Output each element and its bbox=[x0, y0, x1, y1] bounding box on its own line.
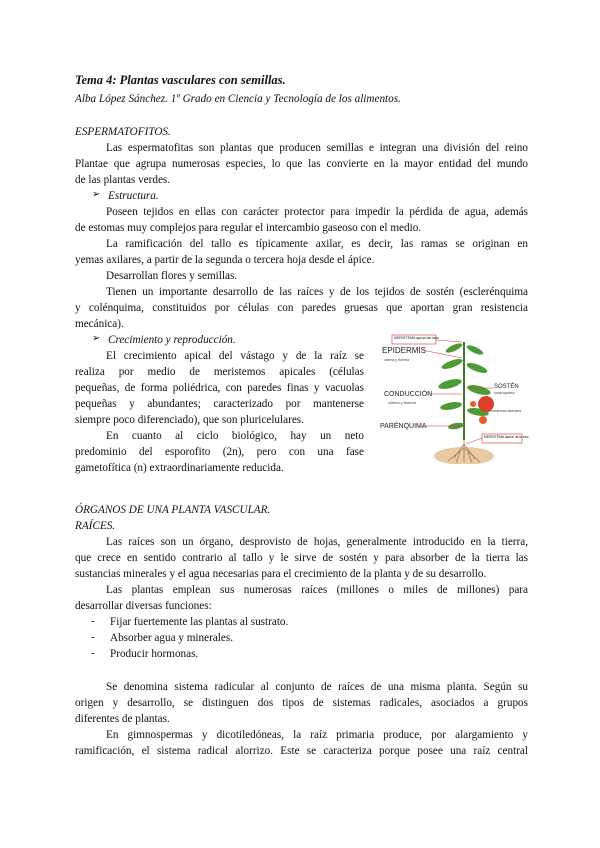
paragraph-line: Poseen tejidos en ellas con carácter protector para impedir la pérdida de agua, además bbox=[106, 206, 528, 218]
subheading-estructura: Estructura. bbox=[108, 190, 159, 202]
paragraph-line: ramificación, el sistema radical alorrizo. Este se caracteriza porque posee una raíz central bbox=[75, 745, 528, 757]
paragraph-line: mecánica). bbox=[75, 318, 124, 330]
list-dash: - bbox=[91, 615, 95, 627]
paragraph-line: pequeñas y abundantes; caracterizado por mantenerse bbox=[75, 398, 364, 410]
paragraph-line: origen y desarrollo, se distinguen dos tipos de sistemas radicales, asociados a grupos bbox=[75, 697, 528, 709]
paragraph-line: y colénquima, constituidos por células con paredes gruesas que aportan gran resistencia bbox=[75, 302, 528, 314]
paragraph-line: Plantae que agrupa numerosas especies, lo que las convierte en la mayor entidad del mundo bbox=[75, 158, 528, 170]
paragraph-line: En cuanto al ciclo biológico, hay un neto bbox=[106, 430, 364, 442]
paragraph-line: diferentes de plantas. bbox=[75, 713, 170, 725]
paragraph-line: predominio del esporofito (2n), pero con una fase bbox=[75, 446, 364, 458]
figure-label: colénquima bbox=[494, 390, 515, 395]
paragraph-line: La ramificación del tallo es típicamente axilar, es decir, las ramas se originan en bbox=[106, 238, 528, 250]
paragraph-line: siempre poco diferenciado), que son pluricelulares. bbox=[75, 414, 304, 426]
figure-label: PARÉNQUIMA bbox=[380, 423, 427, 430]
paragraph-line: de estomas muy complejos para regular el intercambio gaseoso con el medio. bbox=[75, 222, 422, 234]
list-dash: - bbox=[91, 631, 95, 643]
figure-label: CONDUCCIÓN bbox=[384, 391, 433, 398]
arrow-bullet-icon: ➢ bbox=[92, 333, 101, 344]
subheading-raices: RAÍCES. bbox=[75, 520, 116, 532]
figure-label: SOSTÉN bbox=[494, 384, 519, 390]
figure-label: MERISTEMA apical de la raíz bbox=[484, 435, 529, 439]
paragraph-line: En gimnospermas y dicotiledóneas, la raíz primaria produce, por alargamiento y bbox=[106, 729, 528, 741]
paragraph-line: realiza por medio de meristemos apicales (células bbox=[75, 366, 364, 378]
paragraph-line: de las plantas verdes. bbox=[75, 174, 171, 186]
section-heading-organos: ÓRGANOS DE UNA PLANTA VASCULAR. bbox=[75, 504, 271, 516]
list-dash: - bbox=[91, 647, 95, 659]
figure-label: xilema y floema bbox=[384, 358, 409, 362]
doc-title: Tema 4: Plantas vasculares con semillas. bbox=[75, 73, 286, 87]
paragraph-line: que crece en sentido contrario al tallo y le sirve de sostén y para absorber de la tierra las bbox=[75, 552, 528, 564]
paragraph-line: Tienen un importante desarrollo de las raíces y de los tejidos de sostén (esclerénquima bbox=[106, 286, 528, 298]
arrow-bullet-icon: ➢ bbox=[92, 189, 101, 200]
paragraph-line: Desarrollan flores y semillas. bbox=[106, 270, 238, 282]
figure-label: meristemas laterales bbox=[488, 409, 522, 413]
list-item: Absorber agua y minerales. bbox=[110, 632, 234, 644]
figure-label: xilema y floema bbox=[388, 400, 416, 405]
figure-label: EPIDERMIS bbox=[382, 346, 427, 355]
paragraph-line: gametofítica (n) extraordinariamente reducida. bbox=[75, 462, 284, 474]
paragraph-line: desarrollar diversas funciones: bbox=[75, 600, 212, 612]
plant-tissues-figure bbox=[378, 334, 530, 464]
list-item: Fijar fuertemente las plantas al sustrato. bbox=[110, 616, 289, 628]
paragraph-line: Las raíces son un órgano, desprovisto de hojas, generalmente introducido en la tierra, bbox=[106, 536, 528, 548]
paragraph-line: El crecimiento apical del vástago y de la raíz se bbox=[106, 350, 364, 362]
subheading-crecimiento: Crecimiento y reproducción. bbox=[108, 334, 236, 346]
paragraph-line: Las plantas emplean sus numerosas raíces (millones o miles de millones) para bbox=[106, 584, 528, 596]
paragraph-line: pequeñas, de forma poliédrica, con paredes finas y vacuolas bbox=[75, 382, 364, 394]
paragraph-line: Las espermatofitas son plantas que producen semillas e integran una división del reino bbox=[106, 142, 528, 154]
paragraph-line: sustancias minerales y el agua necesarias para el crecimiento de la planta y de su desarrollo. bbox=[75, 568, 487, 580]
figure-label: MERISTEMA apical del tallo bbox=[394, 336, 439, 340]
doc-author: Alba López Sánchez. 1º Grado en Ciencia y Tecnología de los alimentos. bbox=[75, 93, 401, 105]
paragraph-line: Se denomina sistema radicular al conjunto de raíces de una misma planta. Según su bbox=[106, 681, 528, 693]
section-heading-espermatofitos: ESPERMATOFITOS. bbox=[75, 126, 171, 138]
paragraph-line: yemas axilares, a partir de la segunda o tercera hoja desde el ápice. bbox=[75, 254, 375, 266]
list-item: Producir hormonas. bbox=[110, 648, 199, 660]
